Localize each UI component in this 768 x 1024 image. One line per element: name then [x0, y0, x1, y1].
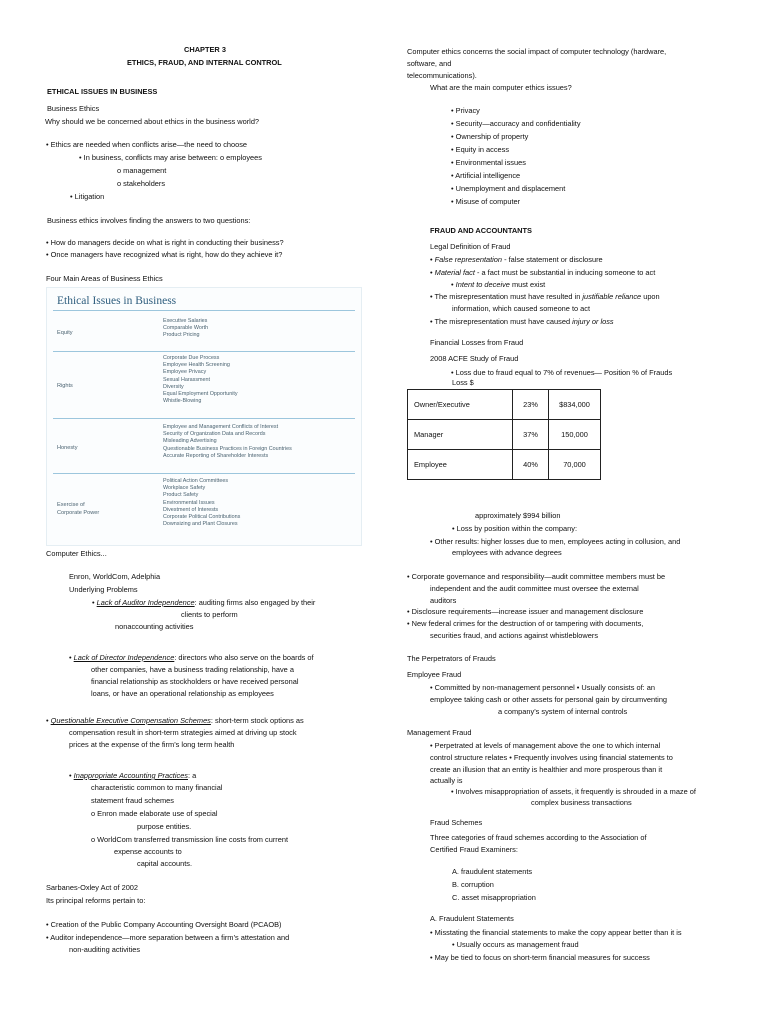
chapter-title: ETHICS, FRAUD, AND INTERNAL CONTROL [127, 58, 282, 67]
loss-line-1: • Loss due to fraud equal to 7% of revenues— Position % of Frauds [451, 368, 673, 377]
ethics-needed-bullet: • Ethics are needed when conflicts arise—the need to choose [46, 140, 248, 149]
table-row [408, 450, 601, 480]
item: Employee Health Screening [163, 362, 230, 369]
misrep-line-2: information, which caused someone to act [452, 304, 591, 313]
item: Misleading Advertising [163, 438, 217, 445]
chapter-number: CHAPTER 3 [184, 45, 226, 54]
item: Product Pricing [163, 332, 200, 339]
governance-1: • Corporate governance and responsibility—audit committee members must be [407, 572, 666, 581]
auditor-independence-reform-2: non-auditing activities [69, 945, 141, 954]
management-fraud-2: control structure relates • Frequently involves using financial statements to [430, 753, 673, 762]
item: Corporate Due Process [163, 355, 220, 361]
litigation-bullet: • Litigation [70, 192, 105, 201]
table-cell: 150,000 [549, 420, 601, 450]
material-fact-bullet: • Material fact - a fact must be substantial in inducing someone to act [430, 268, 656, 277]
exec-compensation-text: : short-term stock options as [210, 716, 304, 725]
employee-fraud-3: a company’s system of internal controls [498, 707, 628, 716]
acct-line-4: o Enron made elaborate use of special [91, 809, 218, 818]
exec-compensation-bullet: • Questionable Executive Compensation Schemes: short-term stock options as [46, 716, 304, 725]
underlying-problems: Underlying Problems [69, 585, 138, 594]
category-line: Exercise of [57, 502, 85, 508]
item: Questionable Business Practices in Foreign Countries [163, 445, 292, 452]
material-fact-term: Material fact [434, 268, 475, 277]
management-fraud-4: actually is [430, 776, 463, 785]
item: Employee and Management Conflicts of Interest [163, 424, 279, 430]
divider [53, 310, 355, 311]
item: Workplace Safety [163, 485, 206, 492]
ce-line-2: software, and [407, 59, 452, 68]
intent-term: Intent to deceive [455, 280, 510, 289]
material-fact-text: - a fact must be substantial in inducing someone to act [474, 268, 656, 277]
acct-line-5: purpose entities. [137, 822, 192, 831]
item: Environmental Issues [163, 499, 215, 506]
category-corporate-power [57, 502, 99, 517]
governance-3: auditors [430, 596, 457, 605]
table-row [408, 420, 601, 450]
table-cell: Employee [408, 450, 513, 480]
misrep-text: • The misrepresentation must have resulted in [430, 292, 583, 301]
perpetrators-heading: The Perpetrators of Frauds [407, 654, 496, 663]
issue-item: • Equity in access [451, 145, 510, 154]
issue-item: • Privacy [451, 106, 480, 115]
disclosure-bullet: • Disclosure requirements—increase issuer and management disclosure [407, 607, 644, 616]
injury-text: • The misrepresentation must have caused [430, 317, 573, 326]
item: Equal Employment Opportunity [163, 391, 238, 398]
director-independence-bullet: • Lack of Director Independence: directors who also serve on the boards of [69, 653, 314, 662]
acct-line-8: capital accounts. [137, 859, 193, 868]
loss-line-2: Loss $ [452, 378, 474, 387]
computer-ethics-label: Computer Ethics... [46, 549, 107, 558]
item: Diversity [163, 383, 184, 390]
auditor-independence-text: : auditing firms also engaged by their [194, 598, 316, 607]
category-honesty: Honesty [57, 445, 78, 451]
category-equity: Equity [57, 330, 73, 336]
rights-items [163, 355, 238, 406]
table-cell: Manager [408, 420, 513, 450]
director-independence-text: : directors who also serve on the boards of [174, 653, 314, 662]
injury-term: injury or loss [572, 317, 614, 326]
fraudulent-statements-heading: A. Fraudulent Statements [430, 914, 514, 923]
auditor-line-2: clients to perform [181, 610, 238, 619]
employee-fraud-1: • Committed by non-management personnel • Usually consists of: an [430, 683, 655, 692]
conflicts-between-bullet: • In business, conflicts may arise between: o employees [79, 153, 262, 162]
fraudulent-statements-3: • May be tied to focus on short-term financial measures for success [430, 953, 650, 962]
corporate-power-items [163, 478, 240, 529]
honesty-items [163, 424, 292, 460]
item: Comparable Worth [163, 325, 209, 332]
fraud-loss-table [407, 389, 601, 480]
question-1-bullet: • How do managers decide on what is right in conducting their business? [46, 238, 284, 247]
injury-bullet [430, 317, 614, 327]
acct-line-3: statement fraud schemes [91, 796, 174, 805]
item: Executive Salaries [163, 318, 208, 324]
divider [53, 473, 355, 474]
issue-item: • Artificial intelligence [451, 171, 521, 180]
accounting-practices-bullet: • Inappropriate Accounting Practices: a [69, 771, 197, 780]
auditor-independence-bullet: • Lack of Auditor Independence: auditing firms also engaged by their [92, 598, 316, 607]
equity-items [163, 318, 208, 340]
management-fraud-1: • Perpetrated at levels of management above the one to which internal [430, 741, 661, 750]
ethical-issues-table-image [46, 287, 362, 546]
item: Whistle-Blowing [163, 398, 202, 405]
auditor-line-3: nonaccounting activities [115, 622, 194, 631]
fraud-accountants-heading: FRAUD AND ACCOUNTANTS [430, 226, 532, 235]
auditor-independence-reform: • Auditor independence—more separation between a firm’s attestation and [46, 933, 290, 942]
business-ethics-label: Business Ethics [47, 104, 100, 113]
item: Political Action Committees [163, 478, 229, 484]
table-cell: $834,000 [549, 390, 601, 420]
management-fraud-heading: Management Fraud [407, 728, 472, 737]
issue-item: • Ownership of property [451, 132, 529, 141]
governance-2: independent and the audit committee must oversee the external [430, 584, 639, 593]
item: Security of Organization Data and Records [163, 431, 266, 438]
misrep-term: justifiable reliance [582, 292, 642, 301]
other-results-1: • Other results: higher losses due to men, employees acting in collusion, and [430, 537, 681, 546]
acct-line-7: expense accounts to [114, 847, 182, 856]
issue-item: • Misuse of computer [451, 197, 521, 206]
pcaob-bullet: • Creation of the Public Company Accounting Oversight Board (PCAOB) [46, 920, 282, 929]
accounting-practices-text: : a [188, 771, 197, 780]
ethical-issues-table-title: Ethical Issues in Business [57, 295, 177, 307]
item: Downsizing and Plant Closures [163, 521, 238, 528]
item: Corporate Political Contributions [163, 514, 241, 521]
director-line-2: other companies, have a business trading relationship, have a [91, 665, 294, 674]
false-representation-term: False representation [434, 255, 503, 264]
loss-by-position: • Loss by position within the company: [452, 524, 578, 533]
table-cell: 40% [513, 450, 549, 480]
ce-line-3: telecommunications). [407, 71, 477, 80]
table-cell: 23% [513, 390, 549, 420]
main-issues-question: What are the main computer ethics issues? [430, 83, 572, 92]
exec-line-3: prices at the expense of the firm’s long term health [69, 740, 235, 749]
ce-line-1: Computer ethics concerns the social impact of computer technology (hardware, [407, 47, 667, 56]
management-fraud-6: complex business transactions [531, 798, 632, 807]
auditor-independence-title: Lack of Auditor Independence [96, 598, 195, 607]
category-rights: Rights [57, 383, 73, 389]
acfe-study-heading: 2008 ACFE Study of Fraud [430, 354, 519, 363]
management-fraud-5: • Involves misappropriation of assets, it frequently is shrouded in a maze of [451, 787, 696, 796]
three-categories-1: Three categories of fraud schemes according to the Association of [430, 833, 647, 842]
management-subitem: o management [117, 166, 167, 175]
intent-text: must exist [509, 280, 546, 289]
employee-fraud-heading: Employee Fraud [407, 670, 462, 679]
director-independence-title: Lack of Director Independence [73, 653, 175, 662]
fraudulent-statements-2: • Usually occurs as management fraud [452, 940, 579, 949]
table-cell: Owner/Executive [408, 390, 513, 420]
table-row [408, 390, 601, 420]
reforms-text: Its principal reforms pertain to: [46, 896, 146, 905]
issue-item: • Environmental issues [451, 158, 526, 167]
item: Employee Privacy [163, 369, 207, 376]
question-2-bullet: • Once managers have recognized what is right, how do they achieve it? [46, 250, 283, 259]
exec-compensation-title: Questionable Executive Compensation Schemes [50, 716, 211, 725]
false-representation-text: - false statement or disclosure [502, 255, 603, 264]
crimes-1: • New federal crimes for the destruction of or tampering with documents, [407, 619, 644, 628]
item: Divestment of Interests [163, 506, 219, 513]
three-categories-2: Certified Fraud Examiners: [430, 845, 518, 854]
misrepresentation-bullet [430, 292, 660, 302]
acct-line-2: characteristic common to many financial [91, 783, 223, 792]
director-line-3: financial relationship as stockholders or have received personal [91, 677, 299, 686]
legal-definition-heading: Legal Definition of Fraud [430, 242, 511, 251]
other-results-2: employees with advance degrees [452, 548, 562, 557]
accounting-practices-title: Inappropriate Accounting Practices [73, 771, 189, 780]
acct-line-6: o WorldCom transferred transmission line costs from current [91, 835, 289, 844]
stakeholders-subitem: o stakeholders [117, 179, 166, 188]
item: Sexual Harassment [163, 376, 211, 383]
employee-fraud-2: employee taking cash or other assets for personal gain by circumventing [430, 695, 668, 704]
sox-heading: Sarbanes-Oxley Act of 2002 [46, 883, 139, 892]
table-cell: 70,000 [549, 450, 601, 480]
enron-line: Enron, WorldCom, Adelphia [69, 572, 161, 581]
finding-answers-text: Business ethics involves finding the answers to two questions: [47, 216, 251, 225]
issue-item: • Unemployment and displacement [451, 184, 566, 193]
fraud-schemes-heading: Fraud Schemes [430, 818, 483, 827]
financial-losses-heading: Financial Losses from Fraud [430, 338, 524, 347]
approx-total: approximately $994 billion [475, 511, 561, 520]
why-question: Why should we be concerned about ethics in the business world? [45, 117, 260, 126]
intent-bullet: • Intent to deceive must exist [451, 280, 546, 289]
issue-item: • Security—accuracy and confidentiality [451, 119, 581, 128]
director-line-4: loans, or have an operational relationship as employees [91, 689, 274, 698]
divider [53, 418, 355, 419]
category-a: A. fraudulent statements [452, 867, 533, 876]
category-line: Corporate Power [57, 509, 100, 516]
item: Product Safety [163, 492, 199, 499]
misrep-text-end: upon [641, 292, 660, 301]
management-fraud-3: create an illusion that an entity is healthier and more prosperous than it [430, 765, 663, 774]
section-heading-ethical-issues: ETHICAL ISSUES IN BUSINESS [47, 87, 158, 96]
false-representation-bullet: • False representation - false statement or disclosure [430, 255, 603, 264]
fraudulent-statements-1: • Misstating the financial statements to make the copy appear better than it is [430, 928, 682, 937]
table-cell: 37% [513, 420, 549, 450]
four-areas-heading: Four Main Areas of Business Ethics [46, 274, 163, 283]
crimes-2: securities fraud, and actions against whistleblowers [430, 631, 599, 640]
divider [53, 351, 355, 352]
exec-line-2: compensation result in short-term strategies aimed at driving up stock [69, 728, 297, 737]
category-b: B. corruption [452, 880, 494, 889]
item: Accurate Reporting of Shareholder Interests [163, 452, 269, 459]
category-c: C. asset misappropriation [452, 893, 536, 902]
